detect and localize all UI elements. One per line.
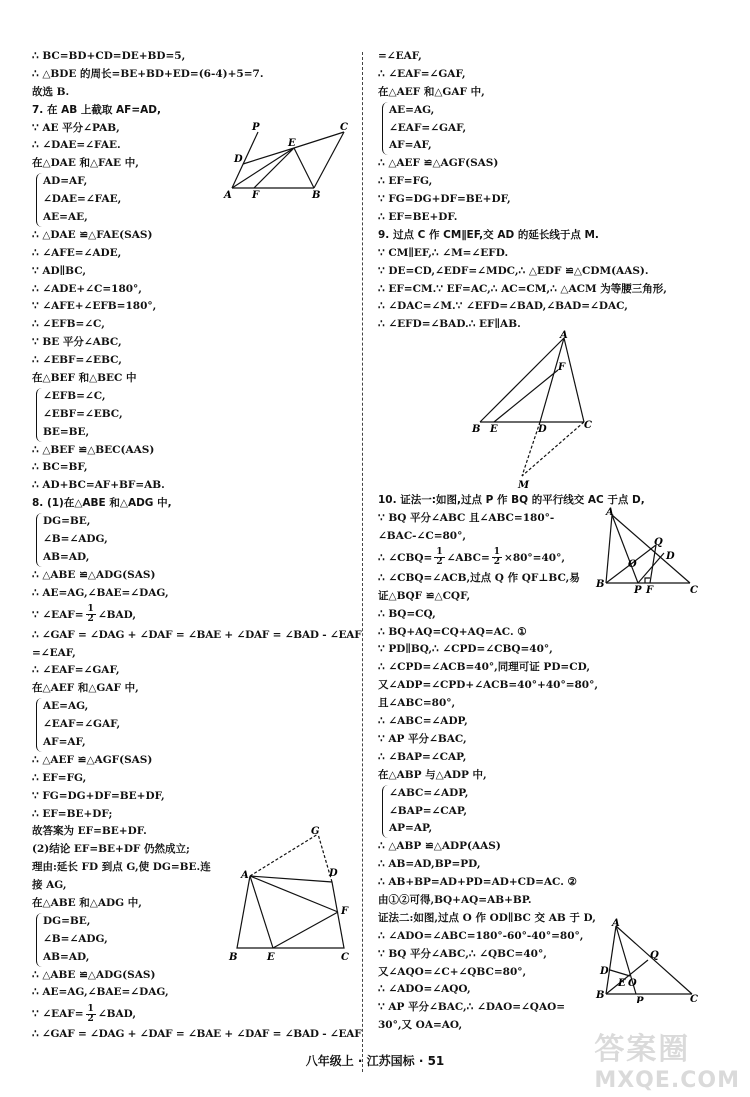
text-line: 证△BQF ≌△CQF,	[378, 589, 471, 602]
text-line: ∴ AD+BC=AF+BF=AB.	[32, 479, 165, 492]
text-line: =∠EAF,	[378, 50, 422, 62]
text-line: ∴ ∠ADO=∠ABC=180°-60°-40°=80°,	[378, 929, 584, 942]
text-line: ∴ ∠DAE=∠FAE.	[32, 139, 121, 152]
text-line: ∴ ∠EFB=∠C,	[32, 318, 105, 331]
text-line: AF=AF,	[43, 735, 86, 748]
text-line: AE=AG,	[43, 700, 89, 713]
watermark	[594, 1024, 740, 1093]
figure-7	[222, 120, 362, 202]
figure-10b	[592, 918, 702, 1003]
label-E: E	[618, 978, 626, 989]
fraction-numerator: 1	[436, 547, 443, 558]
text-line: BE=BE,	[43, 425, 90, 438]
label-D: D	[666, 551, 675, 562]
text-line: ∴ AB=AD,BP=PD,	[378, 858, 481, 871]
text-line: AF=AF,	[389, 139, 432, 152]
label-P: P	[634, 585, 642, 596]
fraction	[86, 605, 96, 624]
figure-10a	[592, 507, 702, 597]
text-fragment: ∠ABC=	[446, 551, 490, 564]
text-line: ∴ ∠EBF=∠EBC,	[32, 354, 122, 367]
label-O: O	[628, 978, 637, 989]
fraction	[434, 548, 444, 567]
text-line: 接 AG,	[32, 879, 67, 892]
fraction-numerator: 1	[493, 547, 501, 558]
fraction-denominator: 2	[87, 1013, 94, 1024]
text-line: 在△ABP 与△ADP 中,	[378, 768, 487, 781]
condition-brace	[382, 785, 728, 839]
label-A: A	[224, 190, 232, 201]
text-line: AD=AF,	[43, 175, 88, 188]
text-line	[32, 603, 352, 627]
fraction-numerator: 1	[87, 604, 94, 615]
text-line: AE=AE,	[43, 211, 88, 224]
label-D: D	[538, 424, 547, 435]
text-line: 证法二:如图,过点 O 作 OD∥BC 交 AB 于 D,	[378, 911, 596, 924]
condition-brace	[36, 513, 352, 567]
text-line: 又∠AQO=∠C+∠QBC=80°,	[378, 965, 527, 978]
text-line: ∴ ∠GAF = ∠DAG + ∠DAF = ∠BAE + ∠DAF = ∠BAD - ∠EAF	[32, 628, 362, 641]
label-D: D	[329, 868, 338, 879]
text-line: ∴ △AEF ≌△AGF(SAS)	[378, 157, 499, 170]
text-line: ∵ FG=DG+DF=BE+DF,	[378, 193, 511, 206]
text-line: ∴ △DAE ≌△FAE(SAS)	[32, 228, 153, 241]
fraction-numerator: 1	[87, 1003, 94, 1014]
text-fragment: ∵ ∠EAF=	[32, 608, 84, 621]
label-M: M	[518, 480, 530, 491]
label-A: A	[241, 870, 249, 881]
text-line: ∵ AD∥BC,	[32, 264, 87, 277]
text-line: ∠EBF=∠EBC,	[43, 407, 123, 420]
text-line: ∵ AE 平分∠PAB,	[32, 121, 120, 134]
text-line: ∴ EF=CM.∵ EF=AC,∴ AC=CM,∴ △ACM 为等腰三角形,	[378, 282, 667, 295]
text-line: ∠BAC-∠C=80°,	[378, 530, 467, 543]
text-line: ∴ ∠EAF=∠GAF,	[32, 664, 120, 677]
text-line: ∴ △AEF ≌△AGF(SAS)	[32, 753, 153, 766]
problem-10-heading: 10. 证法一:如图,过点 P 作 BQ 的平行线交 AC 于点 D,	[378, 494, 645, 507]
fraction	[492, 548, 502, 567]
text-line: 由①②可得,BQ+AQ=AB+BP.	[378, 893, 532, 906]
label-C: C	[690, 994, 698, 1003]
label-A: A	[560, 330, 568, 341]
watermark-url: MXQE.COM	[594, 1068, 740, 1093]
text-line: ∠B=∠ADG,	[43, 932, 108, 945]
label-Q: Q	[650, 950, 659, 961]
fraction-denominator: 2	[87, 614, 94, 625]
label-A: A	[606, 507, 614, 518]
text-line: ∴ ∠GAF = ∠DAG + ∠DAF = ∠BAE + ∠DAF = ∠BAD - ∠EAF	[32, 1028, 362, 1041]
text-line: ∴ △ABE ≌△ADG(SAS)	[32, 568, 156, 581]
label-P: P	[252, 122, 260, 133]
text-line: AB=AD,	[43, 550, 90, 563]
text-line: ∴ ∠CPD=∠ACB=40°,同理可证 PD=CD,	[378, 661, 590, 674]
text-line: ∵ BE 平分∠ABC,	[32, 336, 122, 349]
text-line: 30°,又 OA=AO,	[378, 1019, 463, 1032]
text-line: ∴ BQ+AQ=CQ+AQ=AC. ①	[378, 625, 527, 638]
text-line: 在△BEF 和△BEC 中	[32, 372, 137, 385]
text-line: ∵ FG=DG+DF=BE+DF,	[32, 789, 165, 802]
label-F: F	[646, 585, 654, 596]
text-line: 在△AEF 和△GAF 中,	[32, 682, 139, 695]
label-G: G	[311, 826, 320, 837]
label-E: E	[490, 424, 498, 435]
figure-9	[468, 330, 608, 492]
text-line: AP=AP,	[389, 822, 433, 835]
text-line: ∴ EF=FG,	[32, 771, 87, 784]
text-line: ∵ AP 平分∠BAC,	[378, 732, 467, 745]
text-line: 故选 B.	[32, 85, 70, 98]
text-line: ∴ △ABP ≌△ADP(AAS)	[378, 840, 501, 853]
text-line: ∠EAF=∠GAF,	[389, 121, 467, 134]
text-line: 在△ABE 和△ADG 中,	[32, 896, 142, 909]
label-B: B	[229, 952, 238, 963]
text-fragment: ∴ ∠CBQ=	[378, 551, 433, 564]
label-D: D	[234, 154, 243, 165]
label-C: C	[341, 952, 349, 963]
label-C: C	[690, 585, 698, 596]
label-E: E	[288, 138, 296, 149]
text-line: ∴ ∠ABC=∠ADP,	[378, 715, 468, 728]
text-line: 且∠ABC=80°,	[378, 697, 456, 710]
text-line: ∴ AE=AG,∠BAE=∠DAG,	[32, 986, 169, 999]
condition-brace	[36, 698, 352, 752]
fraction-denominator: 2	[436, 557, 443, 568]
text-line: ∴ BQ=CQ,	[378, 607, 436, 620]
text-line: DG=BE,	[43, 515, 91, 528]
label-F: F	[558, 362, 566, 373]
text-line: ∠DAE=∠FAE,	[43, 193, 122, 206]
text-line: ∴ ∠ADE+∠C=180°,	[32, 282, 142, 295]
label-F: F	[341, 906, 349, 917]
label-A: A	[612, 918, 620, 929]
text-line: ∵ ∠AFE+∠EFB=180°,	[32, 300, 157, 313]
label-B: B	[596, 579, 605, 590]
condition-brace	[36, 388, 352, 442]
text-line: 在△AEF 和△GAF 中,	[378, 85, 485, 98]
text-line: ∵ CM∥EF,∴ ∠M=∠EFD.	[378, 246, 509, 259]
text-line: ∴ ∠DAC=∠M.∵ ∠EFD=∠BAD,∠BAD=∠DAC,	[378, 300, 628, 313]
text-line: ∵ AP 平分∠BAC,∴ ∠DAO=∠QAO=	[378, 1001, 566, 1014]
page-footer: 八年级上 · 江苏国标 · 51	[305, 1054, 445, 1068]
text-line: AE=AG,	[389, 103, 435, 116]
text-line: DG=BE,	[43, 914, 91, 927]
text-line: ∴ EF=BE+DF.	[378, 211, 458, 224]
label-D: D	[600, 966, 609, 977]
text-line: ∵ BQ 平分∠ABC 且∠ABC=180°-	[378, 512, 555, 525]
label-F: F	[252, 190, 260, 201]
text-fragment: ∠BAD,	[97, 608, 137, 621]
text-line: ∴ ∠EAF=∠GAF,	[378, 67, 466, 80]
label-Q: Q	[654, 537, 663, 548]
text-line: ∠ABC=∠ADP,	[389, 786, 469, 799]
fraction	[86, 1005, 96, 1024]
text-line: ∴ △BEF ≌△BEC(AAS)	[32, 443, 155, 456]
text-fragment: ∠BAD,	[97, 1008, 137, 1021]
watermark-logo: 答案圈	[594, 1032, 691, 1067]
problem-9-heading: 9. 过点 C 作 CM∥EF,交 AD 的延长线于点 M.	[378, 228, 599, 241]
text-line: ∴ ∠CBQ=∠ACB,过点 Q 作 QF⊥BC,易	[378, 571, 580, 584]
text-line: ∠EFB=∠C,	[43, 389, 106, 402]
text-line: ∠BAP=∠CAP,	[389, 804, 468, 817]
label-B: B	[596, 990, 605, 1001]
text-fragment: ×80°=40°,	[504, 551, 565, 564]
label-C: C	[584, 420, 592, 431]
text-line: ∠EAF=∠GAF,	[43, 718, 121, 731]
label-B: B	[312, 190, 321, 201]
text-line: 理由:延长 FD 到点 G,使 DG=BE.连	[32, 861, 211, 874]
text-line: =∠EAF,	[32, 646, 76, 659]
text-line: 在△DAE 和△FAE 中,	[32, 157, 139, 170]
text-line: ∵ DE=CD,∠EDF=∠MDC,∴ △EDF ≌△CDM(AAS).	[378, 264, 649, 277]
text-line: ∵ BQ 平分∠ABC,∴ ∠QBC=40°,	[378, 947, 547, 960]
text-line: AB=AD,	[43, 950, 90, 963]
label-P: P	[636, 996, 644, 1003]
figure-8	[225, 822, 360, 967]
label-E: E	[267, 952, 275, 963]
text-line: ∴ ∠BAP=∠CAP,	[378, 750, 467, 763]
problem-7-heading: 7. 在 AB 上截取 AF=AD,	[32, 103, 161, 116]
text-line: ∴ △BDE 的周长=BE+BD+ED=(6-4)+5=7.	[32, 67, 264, 80]
label-B: B	[472, 424, 481, 435]
problem-8-heading: 8. (1)在△ABE 和△ADG 中,	[32, 497, 172, 510]
text-line: ∴ ∠AFE=∠ADE,	[32, 246, 122, 259]
column-divider	[362, 52, 363, 1072]
text-line: ∴ BC=BF,	[32, 461, 88, 474]
condition-brace	[382, 102, 728, 156]
text-line	[32, 1002, 352, 1026]
text-line: ∴ BC=BD+CD=DE+BD=5,	[32, 50, 186, 62]
text-line: (2)结论 EF=BE+DF 仍然成立;	[32, 843, 190, 856]
text-line: ∠B=∠ADG,	[43, 533, 108, 546]
label-O: O	[628, 559, 637, 570]
text-fragment: ∵ ∠EAF=	[32, 1008, 84, 1021]
text-line: ∵ PD∥BQ,∴ ∠CPD=∠CBQ=40°,	[378, 643, 553, 656]
label-C: C	[340, 122, 348, 133]
text-line: ∴ ∠EFD=∠BAD.∴ EF∥AB.	[378, 318, 521, 331]
text-line: 故答案为 EF=BE+DF.	[32, 825, 147, 838]
text-line: ∴ EF=BE+DF;	[32, 807, 113, 820]
text-line: ∴ △ABE ≌△ADG(SAS)	[32, 968, 156, 981]
text-line: ∴ EF=FG,	[378, 175, 433, 188]
fraction-denominator: 2	[493, 557, 501, 568]
text-line: ∴ AB+BP=AD+PD=AD+CD=AC. ②	[378, 876, 577, 889]
text-line: ∴ ∠ADO=∠AQO,	[378, 983, 471, 996]
text-line: ∴ AE=AG,∠BAE=∠DAG,	[32, 586, 169, 599]
text-line: 又∠ADP=∠CPD+∠ACB=40°+40°=80°,	[378, 679, 599, 692]
